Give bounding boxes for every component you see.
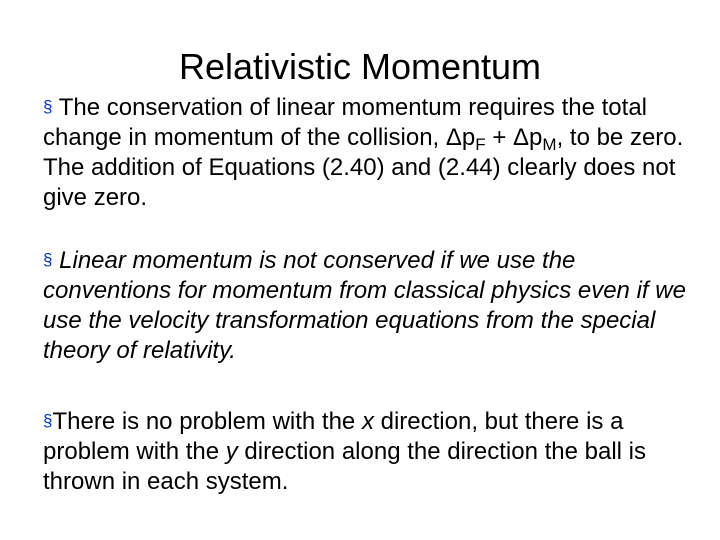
- subscript-f: F: [475, 135, 486, 154]
- slide-body: [43, 92, 693, 497]
- paragraph-text: Linear momentum is not conserved if we use the conventions for momentum from classical physics even if we use the velocity transformation equations from the special theory of relativity.: [43, 247, 686, 364]
- variable-x: x: [361, 408, 374, 435]
- paragraph-text: There is no problem with the: [52, 408, 362, 435]
- bullet-icon: §: [43, 411, 53, 430]
- paragraph-direction: [43, 406, 693, 497]
- variable-y: y: [225, 438, 238, 465]
- paragraph-text: direction along the direction the ball is thrown in each system.: [43, 438, 647, 495]
- bullet-icon: §: [43, 97, 53, 116]
- paragraph-text: + Δp: [485, 124, 543, 151]
- paragraph-text: direction, but there is a problem with the: [43, 408, 624, 465]
- slide-title: Relativistic Momentum: [178, 46, 542, 87]
- paragraph-conservation: [43, 92, 693, 213]
- paragraph-not-conserved: [43, 245, 693, 366]
- paragraph-text: , to be zero. The addition of Equations (2.40) and (2.44) clearly does not give zero.: [43, 124, 684, 211]
- subscript-m: M: [542, 135, 557, 154]
- bullet-icon: §: [43, 250, 53, 269]
- paragraph-text: The conservation of linear momentum requires the total change in momentum of the collision, Δp: [43, 94, 647, 151]
